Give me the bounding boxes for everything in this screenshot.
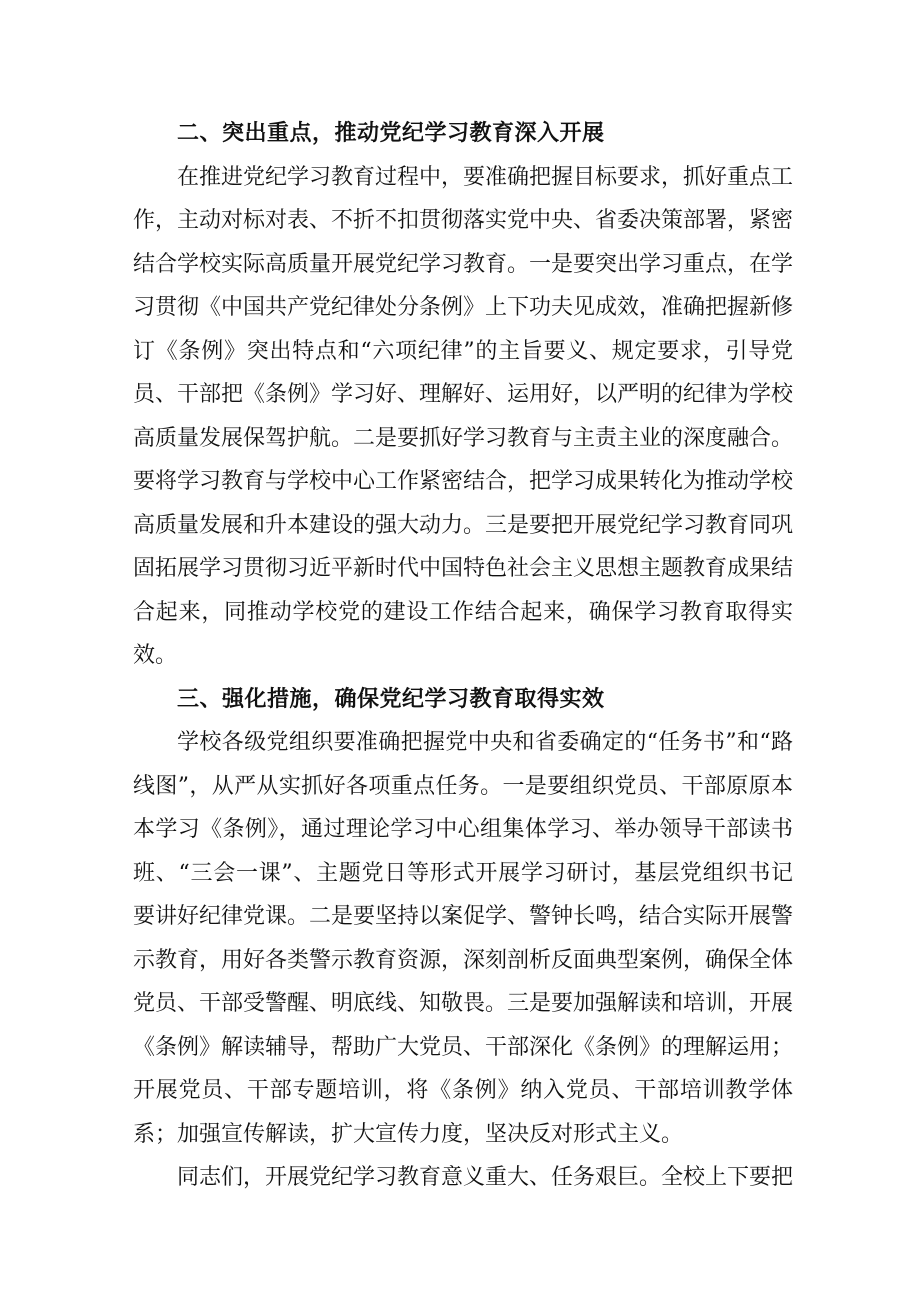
closing-paragraph: 同志们，开展党纪学习教育意义重大、任务艰巨。全校上下要把 [177, 1165, 794, 1190]
section-3-heading: 三、强化措施，确保党纪学习教育取得实效 [177, 686, 605, 712]
section-2-paragraph: 在推进党纪学习教育过程中，要准确把握目标要求，抓好重点工作，主动对标对表、不折不扣贯彻落实党中央、省委决策部署，紧密结合学校实际高质量开展党纪学习教育。一是要突出学习重点，在学习贯彻《中国共产党纪律处分条例》上下功夫见成效，准确把握新修订《条例》突出特点和“六项纪律”的主旨要义、规定要求，引导党员、干部把《条例》学习好、理解好、运用好，以严明的纪律为学校高质量发展保驾护航。二是要抓好学习教育与主责主业的深度融合。要将学习教育与学校中心工作紧密结合，把学习成果转化为推动学校高质量发展和升本建设的强大动力。三是要把开展党纪学习教育同巩固拓展学习贯彻习近平新时代中国特色社会主义思想主题教育成果结合起来，同推动学校党的建设工作结合起来，确保学习教育取得实效。 [133, 164, 794, 668]
document-body [133, 112, 793, 1200]
section-2-heading: 二、突出重点，推动党纪学习教育深入开展 [177, 121, 605, 146]
section-3-paragraph: 学校各级党组织要准确把握党中央和省委确定的“任务书”和“路线图”，从严从实抓好各项重点任务。一是要组织党员、干部原原本本学习《条例》，通过理论学习中心组集体学习、举办领导干部读书班、“三会一课”、主题党日等形式开展学习研讨，基层党组织书记要讲好纪律党课。二是要坚持以案促学、警钟长鸣，结合实际开展警示教育，用好各类警示教育资源，深刻剖析反面典型案例，确保全体党员、干部受警醒、明底线、知敬畏。三是要加强解读和培训，开展《条例》解读辅导，帮助广大党员、干部深化《条例》的理解运用；开展党员、干部专题培训，将《条例》纳入党员、干部培训教学体系；加强宣传解读，扩大宣传力度，坚决反对形式主义。 [133, 730, 794, 1147]
